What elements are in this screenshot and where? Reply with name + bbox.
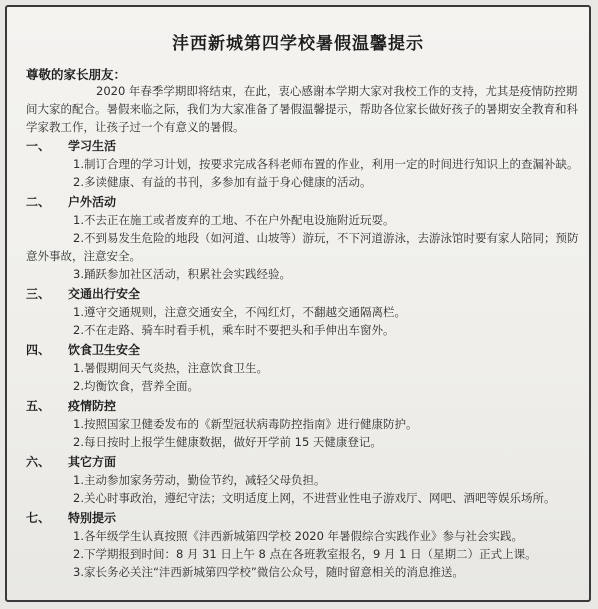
list-item: 2.多读健康、有益的书刊，多参加有益于身心健康的活动。 — [73, 175, 372, 189]
list-item: 1.各年级学生认真按照《沣西新城第四学校 2020 年暑假综合实践作业》参与社会实践。 — [73, 529, 524, 543]
section-number: 三、 — [26, 287, 51, 301]
section-heading — [26, 397, 581, 415]
section-epidemic — [26, 397, 581, 451]
list-item: 1.遵守交通规则，注意交通安全，不闯红灯，不翻越交通隔离栏。 — [73, 305, 406, 319]
list-item: 1.主动参加家务劳动，勤俭节约，减轻父母负担。 — [73, 473, 326, 487]
list-item: 2.不到易发生危险的地段（如河道、山坡等）游玩，不下河道游泳，去游泳馆时要有家人陪同；预防意外事故，注意安全。 — [26, 231, 579, 263]
section-food — [26, 341, 581, 395]
notice-document — [5, 5, 591, 602]
section-heading — [26, 137, 581, 155]
list-item: 1.暑假期间天气炎热，注意饮食卫生。 — [73, 361, 268, 375]
section-number: 七、 — [26, 511, 51, 525]
section-number: 五、 — [26, 399, 51, 413]
list-item: 1.不去正在施工或者废弃的工地、不在户外配电设施附近玩耍。 — [73, 213, 395, 227]
list-item: 2.每日按时上报学生健康数据，做好开学前 15 天健康登记。 — [73, 435, 382, 449]
section-number: 四、 — [26, 343, 51, 357]
section-heading — [26, 285, 581, 303]
section-outdoor — [26, 193, 581, 283]
section-other — [26, 453, 581, 507]
sections-list — [26, 135, 581, 581]
list-item: 1.按照国家卫健委发布的《新型冠状病毒防控指南》进行健康防护。 — [73, 417, 418, 431]
list-item: 2.下学期报到时间：8 月 31 日上午 8 点在各班教室报名，9 月 1 日（星期二）正式上课。 — [73, 547, 537, 561]
section-heading — [26, 341, 581, 359]
section-title: 交通出行安全 — [68, 287, 141, 301]
list-item: 3.踊跃参加社区活动，积累社会实践经验。 — [73, 267, 291, 281]
document-title: 沣西新城第四学校暑假温馨提示 — [172, 34, 424, 54]
section-title: 特别提示 — [68, 511, 117, 525]
section-heading — [26, 509, 581, 527]
section-title: 疫情防控 — [68, 399, 117, 413]
section-number: 一、 — [26, 139, 51, 153]
section-number: 二、 — [26, 195, 51, 209]
list-item: 1.制订合理的学习计划，按要求完成各科老师布置的作业，利用一定的时间进行知识上的查漏补缺。 — [73, 157, 579, 171]
intro-paragraph: 2020 年春季学期即将结束，在此，衷心感谢本学期大家对我校工作的支持，尤其是疫情防控期间大家的配合。暑假来临之际，我们为大家准备了暑假温馨提示，帮助各位家长做好孩子的暑期安全教育和科学家教工作，让孩子过一个有意义的暑假。 — [26, 84, 578, 134]
list-item: 2.关心时事政治，遵纪守法；文明适度上网，不进营业性电子游戏厅、网吧、酒吧等娱乐场所。 — [73, 491, 556, 505]
section-heading — [26, 193, 581, 211]
list-item: 2.不在走路、骑车时看手机，乘车时不要把头和手伸出车窗外。 — [73, 323, 395, 337]
section-traffic — [26, 285, 581, 339]
list-item: 3.家长务必关注“沣西新城第四学校”微信公众号，随时留意相关的消息推送。 — [73, 565, 464, 579]
section-title: 学习生活 — [68, 139, 117, 153]
section-title: 户外活动 — [68, 195, 117, 209]
section-title: 其它方面 — [68, 455, 117, 469]
section-special — [26, 509, 581, 581]
list-item: 2.均衡饮食，营养全面。 — [73, 379, 199, 393]
section-number: 六、 — [26, 455, 51, 469]
section-study — [26, 137, 581, 191]
greeting: 尊敬的家长朋友： — [26, 67, 127, 82]
section-title: 饮食卫生安全 — [68, 343, 141, 357]
section-heading — [26, 453, 581, 471]
